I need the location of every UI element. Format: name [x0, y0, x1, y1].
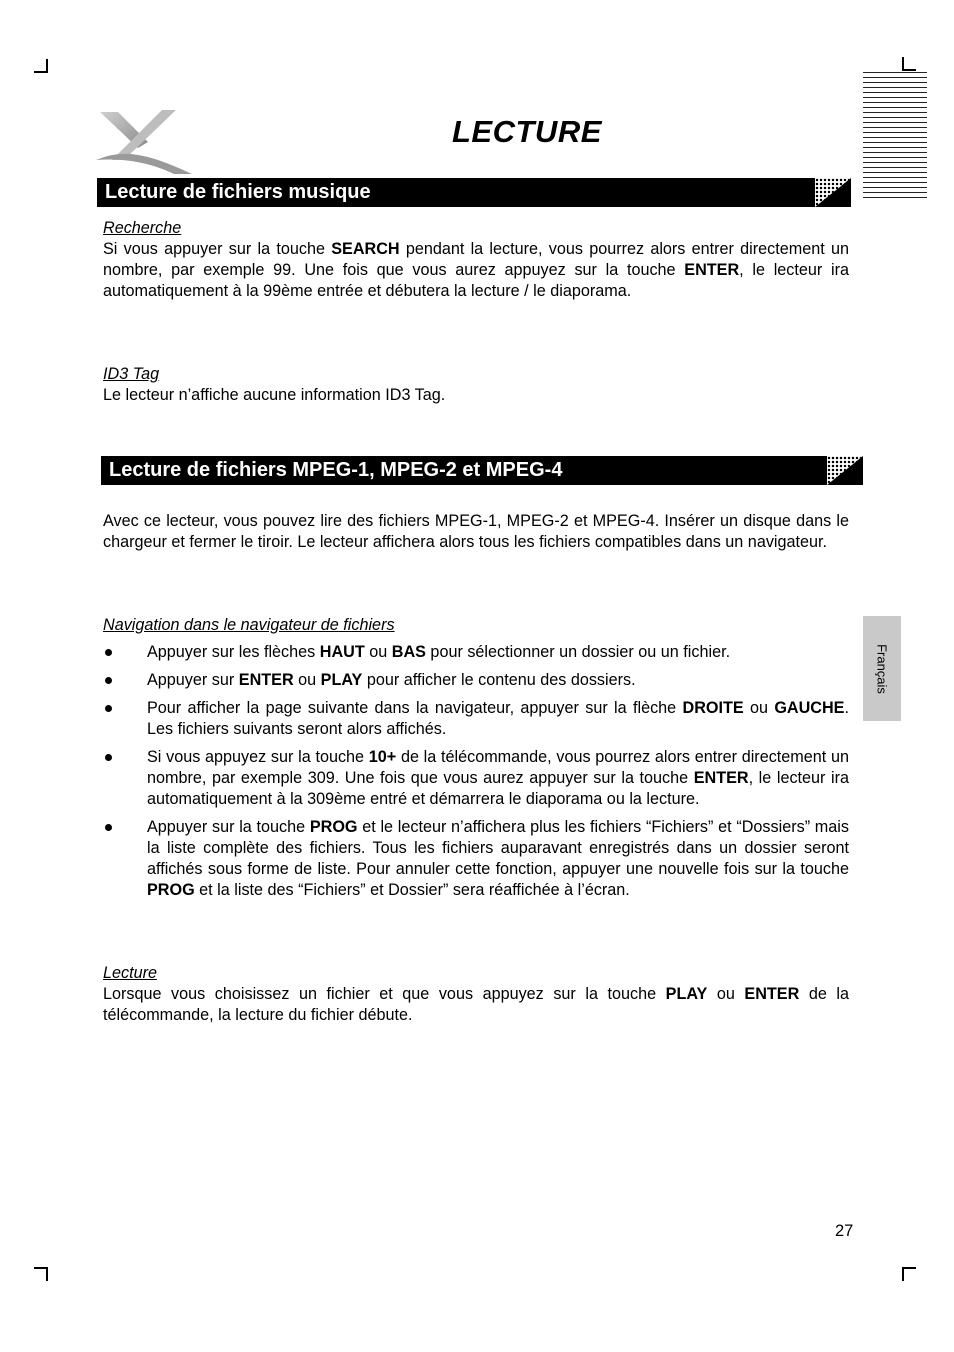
crop-mark-bottom-right: [902, 1267, 916, 1281]
brand-logo: [94, 108, 194, 176]
list-item: Pour afficher la page suivante dans la navigateur, appuyer sur la flèche DROITE ou GAUCHE. Les fichiers suivants seront alors affichés.: [103, 698, 849, 740]
subhead-id3: ID3 Tag: [103, 365, 160, 383]
language-tab: [863, 616, 901, 721]
crop-mark-top-right: [902, 57, 916, 71]
crop-mark-top-left: [34, 59, 48, 73]
section-heading-music: [97, 178, 851, 207]
id3-block: [103, 364, 849, 406]
list-item: Appuyer sur la touche PROG et le lecteur n’affichera plus les fichiers “Fichiers” et “Dossiers” mais la liste complète des fichiers. Tous les fichiers auparavant enregistrés dans un dossier seront affichés sous forme de liste. Pour annuler cette fonction, appuyer une nouvelle fois sur la touche PROG et la liste des “Fichiers” et Dossier” sera réaffichée à l’écran.: [103, 817, 849, 901]
dot-pattern-decoration: [827, 456, 863, 485]
decorative-stripes: [863, 72, 927, 200]
list-item: Appuyer sur ENTER ou PLAY pour afficher le contenu des dossiers.: [103, 670, 849, 691]
search-paragraph: Si vous appuyer sur la touche SEARCH pendant la lecture, vous pourrez alors entrer directement un nombre, par exemple 99. Une fois que vous aurez appuyez sur la touche ENTER, le lecteur ira automatiquement à la 99ème entrée et débutera la lecture / le diaporama.: [103, 240, 850, 300]
navigation-list: [103, 642, 849, 901]
id3-paragraph: Le lecteur n’affiche aucune information ID3 Tag.: [103, 386, 446, 404]
subhead-navigation: Navigation dans le navigateur de fichiers: [103, 616, 395, 634]
section-heading-text: Lecture de fichiers MPEG-1, MPEG-2 et MPEG-4: [109, 459, 563, 481]
subhead-search: Recherche: [103, 219, 182, 237]
lecture-paragraph: Lorsque vous choisissez un fichier et que vous appuyez sur la touche PLAY ou ENTER de la télécommande, la lecture du fichier débute.: [103, 985, 849, 1024]
crop-mark-bottom-left: [34, 1267, 48, 1281]
dot-pattern-decoration: [815, 178, 851, 207]
list-item: Appuyer sur les flèches HAUT ou BAS pour sélectionner un dossier ou un fichier.: [103, 642, 849, 663]
navigation-block: [103, 615, 849, 908]
mpeg-intro-block: [103, 511, 849, 553]
page-number: 27: [835, 1222, 854, 1240]
music-search-block: [103, 218, 849, 302]
section-heading-text: Lecture de fichiers musique: [105, 181, 371, 203]
list-item: Si vous appuyez sur la touche 10+ de la télécommande, vous pourrez alors entrer directement un nombre, par exemple 309. Une fois que vous aurez appuyer sur la touche ENTER, le lecteur ira automatiquement à la 309ème entré et démarrera le diaporama ou la lecture.: [103, 747, 849, 810]
subhead-lecture: Lecture: [103, 964, 157, 982]
mpeg-intro-paragraph: Avec ce lecteur, vous pouvez lire des fichiers MPEG-1, MPEG-2 et MPEG-4. Insérer un disque dans le chargeur et fermer le tiroir. Le lecteur affichera alors tous les fichiers compatibles dans un navigateur.: [103, 512, 849, 551]
language-tab-label: Français: [874, 643, 890, 694]
page-title: LECTURE: [452, 114, 602, 149]
section-heading-mpeg: [101, 456, 863, 485]
lecture-block: [103, 963, 849, 1026]
